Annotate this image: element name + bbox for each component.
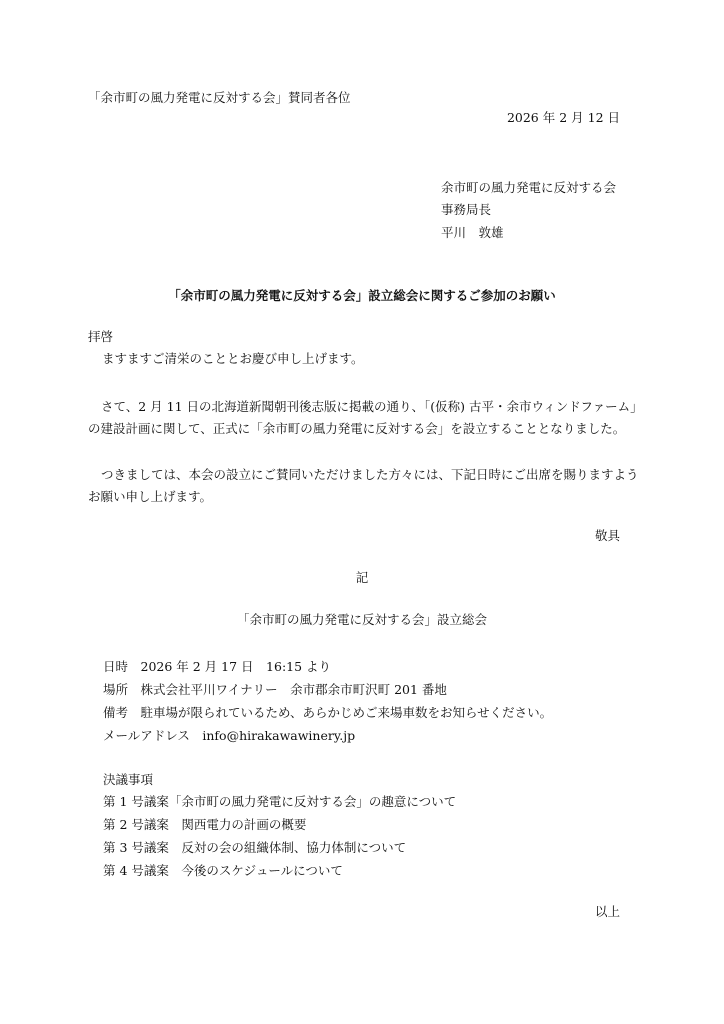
addressee: 「余市町の風力発電に反対する会」賛同者各位 bbox=[88, 90, 351, 105]
subject-heading: 「余市町の風力発電に反対する会」設立総会に関するご参加のお願い bbox=[168, 288, 556, 303]
meeting-note: 備考 駐車場が限られているため、あらかじめご来場車数をお知らせください。 bbox=[103, 705, 553, 720]
end-ijou: 以上 bbox=[594, 904, 620, 919]
sender-organization: 余市町の風力発電に反対する会 bbox=[441, 180, 617, 195]
resolution-item-3: 第 3 号議案 反対の会の組織体制、協力体制について bbox=[103, 840, 407, 855]
closing-keigu: 敬具 bbox=[594, 528, 620, 543]
meeting-title: 「余市町の風力発電に反対する会」設立総会 bbox=[236, 612, 487, 627]
opening-salutation: 拝啓 bbox=[88, 329, 114, 344]
ki-heading: 記 bbox=[355, 570, 369, 585]
paragraph-1-line-1: さて、2 月 11 日の北海道新聞朝刊後志版に掲載の通り、「(仮称) 古平・余市ウィンドファーム」 bbox=[101, 399, 643, 414]
resolution-item-2: 第 2 号議案 関西電力の計画の概要 bbox=[103, 817, 307, 832]
paragraph-2-line-1: つきましては、本会の設立にご賛同いただけました方々には、下記日時にご出席を賜りますよう bbox=[101, 467, 639, 482]
meeting-place: 場所 株式会社平川ワイナリー 余市郡余市町沢町 201 番地 bbox=[103, 682, 447, 697]
letter-date: 2026 年 2 月 12 日 bbox=[506, 110, 620, 125]
sender-title: 事務局長 bbox=[441, 202, 492, 217]
meeting-email: メールアドレス info@hirakawawinery.jp bbox=[103, 728, 356, 743]
greeting-line: ますますご清栄のこととお慶び申し上げます。 bbox=[102, 351, 364, 366]
meeting-datetime: 日時 2026 年 2 月 17 日 16:15 より bbox=[103, 659, 332, 674]
sender-name: 平川 敦雄 bbox=[441, 225, 504, 240]
resolution-item-1: 第 1 号議案「余市町の風力発電に反対する会」の趣意について bbox=[103, 794, 457, 809]
resolution-item-4: 第 4 号議案 今後のスケジュールについて bbox=[103, 863, 343, 878]
paragraph-1-line-2: の建設計画に関して、正式に「余市町の風力発電に反対する会」を設立することとなりました。 bbox=[88, 421, 626, 436]
paragraph-2-line-2: お願い申し上げます。 bbox=[88, 489, 213, 504]
resolutions-heading: 決議事項 bbox=[103, 772, 154, 787]
